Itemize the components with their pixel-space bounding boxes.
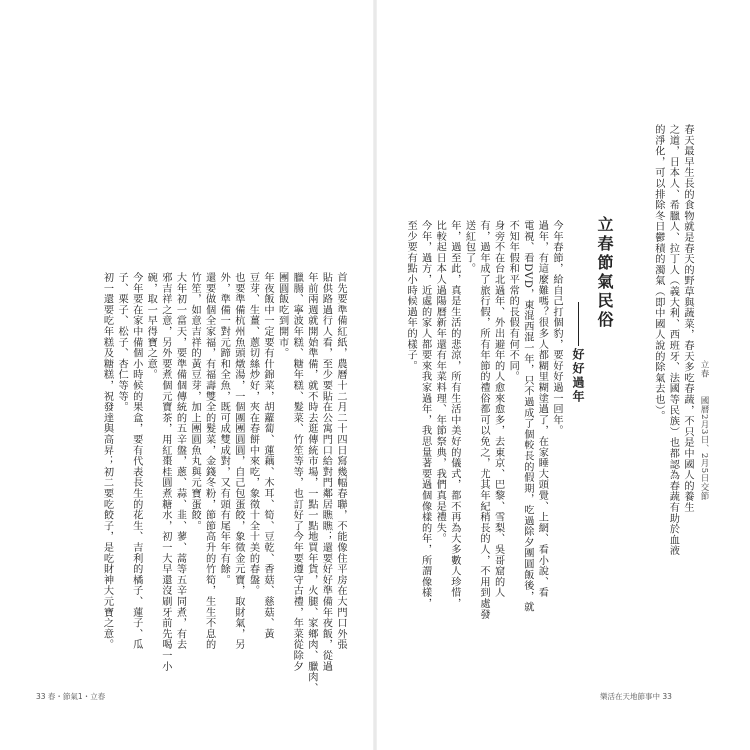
right-page-body: 今年春節，給自己打個豹，要好好過一回年。 過年，有這麼難嗎？很多人都糊里糊塗過了，在家睡大頭覺、上網、看小說、看 電視、看DVD，東混西混一年，只不過成了個較長的假期，吃過除夕團圓飯後，就 不知年假和平常的長假有何不同。 身旁不在台北過年、外出避年的人愈來愈多，去東京、巴黎、雪梨、吳哥窟的人 有，過年成了旅行假，所有年節的禮俗都可以免之，尤其年紀稍長的人，不用到處發 送紅包了。 年，過至此，真是生活的悲涼，所有生活中美好的儀式，都不再為大多數人珍惜， 比較起日本人過陽曆新年還有年菜料理、年節祭典，我們真是禮失。 今年，過方，近處的家人都要來我家過年，我思量著要過個像樣的年，所謂像樣， 至少要有點小時候過年的樣子。 xyxy=(405,220,562,620)
section-subheading xyxy=(570,300,587,404)
left-page-body: 首先要準備紅紙，農曆十二月二十四日寫幾幅春聯，不能像住平房在大門口外張 貼供路過行人看，至少要貼在公寓門口給對門鄰居瞧瞧；還要好好準備年夜飯，從過 年前兩週就開始準備，就不時去逛傳統市場，一點一點地買年貨，火腿、家鄉肉、臘肉、 臘腸、寧波年糕、糖年糕、髮菜、竹笙等等，也訂好了今年要遵守古禮，年菜從除夕 團圓飯吃到開市。 年夜飯中一定要有什錦菜，胡蘿蔔、蓮藕、木耳、筍、豆乾、香菇、慈菇、黃 豆芽、生薑、蔥切絲炒好，夾在春餅中來吃，象徵十全十美的春盤。 也要準備杭州魚頭燉湯，一個團團圓圓，自己包蛋餃，象徵金元寶，取財氣，另 外，準備一對元蹄和全魚，既可成雙成對，又有頭有尾年年有餘。 還要做個全家福，有福壽雙全的髮菜，金錢冬粉，節節高升的竹筍，生生不息的 竹笙，如意吉祥的黃豆芽，加上團圓魚丸與元寶蛋餃。 大年初一當天，要準備個傳統的五辛盤，蔥、蒜、韭、蓼、蒿等五辛同煮，有去 邪吉祥之意，另外要煮個元寶茶，用紅棗桂圓煮糖水，初一大早還沒刷牙前先喝一小 碗，取一早得寶之意。 今年要在家中備個小時候的果盒，要有代表長生的花生、吉利的橘子、蓮子、瓜 子、栗子、松子、杏仁等等。 初一還要吃年糕及糖糕，祝發達與高昇；初二要吃餃子，是吃財神大元寶之意。 xyxy=(101,272,346,694)
section-heading: 立春節氣民俗 xyxy=(595,216,614,330)
running-header: 立春 國曆2月3日、2月5日交節 xyxy=(699,360,709,501)
left-page-footer: 33 春・節氣1・立春 xyxy=(36,692,106,701)
subheading-text: 好好過年 xyxy=(571,348,585,404)
right-page-footer: 樂活在天地節事中 33 xyxy=(600,692,672,701)
intro-paragraph: 春天最早生長的食物就是春天的野草與蔬菜，春天多吃春蔬，不只是中國人的養生 之道，日本人、希臘人、拉丁人（義大利、西班牙、法國等民族）也都認為春蔬有助於血液 的淨化，可以排除冬日鬱積的濁氣（即中國人說的除氣去也）。 xyxy=(652,124,693,556)
dash-divider xyxy=(578,302,579,346)
